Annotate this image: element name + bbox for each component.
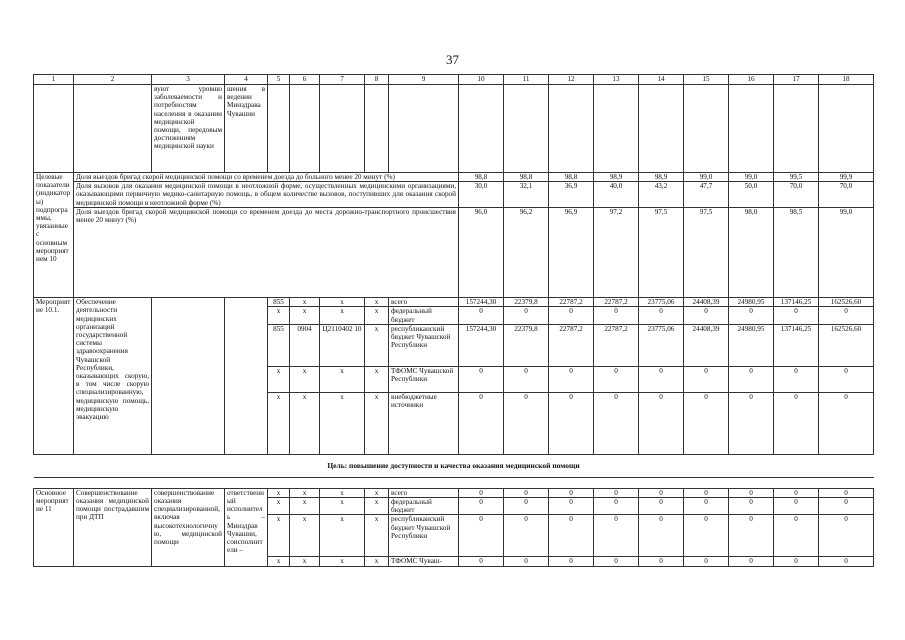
funding-value: 0: [729, 366, 774, 392]
funding-value: 0: [774, 557, 819, 567]
funding-value: 162526,60: [819, 324, 874, 366]
funding-value: 0: [459, 498, 504, 515]
budget-code: x: [320, 298, 365, 307]
funding-value: 0: [684, 498, 729, 515]
budget-code: x: [268, 392, 290, 454]
col-num: 3: [152, 75, 225, 85]
funding-value: 0: [594, 498, 639, 515]
indicator-value: 97,2: [594, 208, 639, 298]
col-num: 13: [594, 75, 639, 85]
funding-value: 0: [594, 515, 639, 557]
indicator-value: 96,2: [504, 208, 549, 298]
indicator-value: 47,7: [684, 182, 729, 208]
col-num: 12: [549, 75, 594, 85]
indicator-value: 99,0: [729, 173, 774, 182]
target-indicator-row: [34, 208, 874, 298]
funding-value: 0: [639, 498, 684, 515]
funding-value: 0: [819, 488, 874, 497]
funding-value: 0: [684, 392, 729, 454]
budget-code: x: [320, 366, 365, 392]
budget-code: x: [365, 298, 389, 307]
funding-value: 0: [684, 488, 729, 497]
indicator-value: 50,0: [729, 182, 774, 208]
funding-value: 0: [639, 557, 684, 567]
goal-heading: Цель: повышение доступности и качества оказания медицинской помощи: [34, 454, 874, 477]
funding-value: 0: [459, 515, 504, 557]
continued-responsible: шения в ведении Минздрава Чувашии: [225, 85, 268, 173]
budget-code: x: [365, 498, 389, 515]
col-num: 7: [320, 75, 365, 85]
col-num: 16: [729, 75, 774, 85]
col-num: 15: [684, 75, 729, 85]
indicator-value: 96,9: [549, 208, 594, 298]
indicator-text: Доля выездов бригад скорой медицинской помощи со временем доезда до места дорожно-транспортного происшествия менее 20 минут (%): [74, 208, 459, 298]
col-num: 2: [74, 75, 152, 85]
funding-value: 22787,2: [549, 298, 594, 307]
measure-description: совершенствование оказания специализированной, включая высокотехнологичную, медицинской помощи: [152, 488, 225, 567]
measure-col4: [225, 298, 268, 455]
funding-value: 0: [774, 307, 819, 324]
funding-value: 0: [684, 557, 729, 567]
budget-code: x: [268, 498, 290, 515]
responsible-executor: ответственный исполнитель – Минздрав Чувашии, соисполнители –: [225, 488, 268, 567]
funding-source: всего: [389, 298, 459, 307]
funding-value: 0: [639, 307, 684, 324]
indicator-value: 97,5: [639, 208, 684, 298]
funding-value: 0: [594, 557, 639, 567]
budget-code: 855: [268, 324, 290, 366]
indicator-value: 98,0: [729, 208, 774, 298]
program-table: [33, 74, 874, 567]
funding-value: 0: [729, 498, 774, 515]
funding-value: 0: [594, 392, 639, 454]
indicator-value: 98,9: [594, 173, 639, 182]
funding-value: 137146,25: [774, 324, 819, 366]
budget-code: 855: [268, 298, 290, 307]
funding-value: 0: [774, 488, 819, 497]
funding-value: 0: [504, 366, 549, 392]
indicator-value: 98,8: [504, 173, 549, 182]
funding-value: 0: [504, 392, 549, 454]
funding-value: 0: [549, 515, 594, 557]
budget-code: x: [365, 307, 389, 324]
funding-value: 137146,25: [774, 298, 819, 307]
budget-code: x: [365, 488, 389, 497]
funding-value: 0: [729, 488, 774, 497]
funding-value: 0: [729, 307, 774, 324]
funding-value: 0: [504, 498, 549, 515]
indicator-value: 98,5: [774, 208, 819, 298]
budget-code: x: [290, 298, 320, 307]
funding-value: 0: [594, 307, 639, 324]
funding-value: 0: [684, 515, 729, 557]
indicator-value: 99,5: [774, 173, 819, 182]
measure-name: Обеспечение деятельности медицинских организаций государственной системы здравоохранения Чувашской Республики, оказывающих скорую, в том числе скорую специализированную, медицинскую помощь, медицинскую эвакуацию: [74, 298, 152, 455]
budget-code: x: [320, 392, 365, 454]
col-num: 18: [819, 75, 874, 85]
budget-code: 0904: [290, 324, 320, 366]
funding-value: 0: [819, 392, 874, 454]
spacer-row: [34, 477, 874, 488]
funding-value: 0: [819, 366, 874, 392]
funding-value: 0: [819, 498, 874, 515]
funding-value: 0: [684, 307, 729, 324]
col-num: 8: [365, 75, 389, 85]
budget-code: x: [290, 307, 320, 324]
budget-code: x: [268, 366, 290, 392]
funding-value: 23775,06: [639, 324, 684, 366]
funding-value: 0: [504, 515, 549, 557]
funding-value: 157244,30: [459, 298, 504, 307]
col-num: 11: [504, 75, 549, 85]
budget-code: x: [290, 366, 320, 392]
indicator-value: 99,9: [819, 173, 874, 182]
column-number-row: [34, 75, 874, 85]
funding-value: 0: [549, 392, 594, 454]
budget-code: x: [365, 557, 389, 567]
funding-source: федеральный бюджет: [389, 498, 459, 515]
measure-col3: [152, 298, 225, 455]
budget-code: x: [320, 307, 365, 324]
funding-source: ТФОМС Чуваш-: [389, 557, 459, 567]
funding-value: 0: [639, 488, 684, 497]
col-num: 10: [459, 75, 504, 85]
funding-value: 0: [459, 488, 504, 497]
budget-code: x: [268, 488, 290, 497]
spacer: [34, 477, 874, 488]
indicator-text: Доля вызовов для оказания медицинской помощи в неотложной форме, осуществленных медицинскими организациями, оказывающими первичную медико-санитарную помощь, в общем количестве вызовов, поступивших для оказания скорой медицинской помощи в неотложной форме (%): [74, 182, 459, 208]
col-num: 1: [34, 75, 74, 85]
col-num: 14: [639, 75, 684, 85]
funding-value: 0: [819, 557, 874, 567]
funding-source: республиканский бюджет Чувашской Республики: [389, 515, 459, 557]
col-num: 4: [225, 75, 268, 85]
funding-value: 0: [774, 498, 819, 515]
measure-label: Основное мероприятие 11: [34, 488, 74, 567]
funding-value: 0: [504, 307, 549, 324]
funding-value: 24980,95: [729, 324, 774, 366]
budget-code: x: [365, 392, 389, 454]
funding-value: 22379,8: [504, 324, 549, 366]
budget-code: x: [320, 515, 365, 557]
measure-name: Совершенствование оказания медицинской помощи пострадавшим при ДТП: [74, 488, 152, 567]
budget-code: x: [290, 515, 320, 557]
funding-value: 0: [504, 488, 549, 497]
budget-code: x: [268, 307, 290, 324]
funding-value: 0: [639, 366, 684, 392]
funding-value: 23775,06: [639, 298, 684, 307]
indicator-value: 70,0: [774, 182, 819, 208]
funding-value: 157244,30: [459, 324, 504, 366]
continuation-row: [34, 85, 874, 173]
indicator-value: 99,0: [684, 173, 729, 182]
funding-value: 0: [549, 498, 594, 515]
targets-label: Целевые показатели (индикаторы) подпрограммы, увязанные с основным мероприятием 10: [34, 173, 74, 298]
funding-value: 0: [729, 392, 774, 454]
col-num: 6: [290, 75, 320, 85]
budget-code: x: [268, 557, 290, 567]
measure-label: Мероприятие 10.1.: [34, 298, 74, 455]
col-num: 9: [389, 75, 459, 85]
indicator-value: 98,9: [639, 173, 684, 182]
measure-10-1-row: [34, 298, 874, 307]
funding-value: 162526,60: [819, 298, 874, 307]
funding-value: 0: [549, 366, 594, 392]
target-indicator-row: [34, 182, 874, 208]
funding-value: 0: [729, 557, 774, 567]
measure-11-row: [34, 488, 874, 497]
col-num: 17: [774, 75, 819, 85]
budget-code: x: [320, 488, 365, 497]
budget-code: x: [365, 515, 389, 557]
budget-code: x: [290, 498, 320, 515]
col-num: 5: [268, 75, 290, 85]
indicator-value: 36,9: [549, 182, 594, 208]
funding-value: 0: [504, 557, 549, 567]
funding-value: 24980,95: [729, 298, 774, 307]
funding-value: 0: [819, 515, 874, 557]
funding-source: всего: [389, 488, 459, 497]
funding-value: 0: [639, 392, 684, 454]
funding-value: 24408,39: [684, 324, 729, 366]
funding-value: 0: [774, 392, 819, 454]
indicator-value: 98,8: [459, 173, 504, 182]
indicator-value: 98,8: [549, 173, 594, 182]
indicator-value: 97,5: [684, 208, 729, 298]
funding-value: 0: [684, 366, 729, 392]
funding-value: 22787,2: [594, 298, 639, 307]
budget-code: x: [365, 324, 389, 366]
funding-value: 0: [729, 515, 774, 557]
budget-code: x: [320, 498, 365, 515]
funding-value: 24408,39: [684, 298, 729, 307]
indicator-value: 30,0: [459, 182, 504, 208]
funding-value: 22379,8: [504, 298, 549, 307]
budget-code: x: [290, 557, 320, 567]
page-number: 37: [446, 52, 459, 67]
indicator-value: 70,0: [819, 182, 874, 208]
funding-value: 22787,2: [594, 324, 639, 366]
funding-source: ТФОМС Чувашской Республики: [389, 366, 459, 392]
indicator-value: 43,2: [639, 182, 684, 208]
budget-code: x: [290, 392, 320, 454]
funding-value: 0: [549, 488, 594, 497]
indicator-value: 96,0: [459, 208, 504, 298]
funding-value: 0: [549, 557, 594, 567]
funding-source: федеральный бюджет: [389, 307, 459, 324]
indicator-text: Доля выездов бригад скорой медицинской помощи со временем доезда до больного менее 20 минут (%): [74, 173, 459, 182]
funding-value: 0: [459, 307, 504, 324]
funding-value: 0: [549, 307, 594, 324]
funding-source: внебюджетные источники: [389, 392, 459, 454]
goal-row: [34, 454, 874, 477]
funding-value: 0: [594, 488, 639, 497]
funding-value: 0: [459, 392, 504, 454]
funding-value: 0: [774, 515, 819, 557]
target-indicator-row: [34, 173, 874, 182]
indicator-value: 40,0: [594, 182, 639, 208]
budget-code: x: [268, 515, 290, 557]
budget-code: x: [290, 488, 320, 497]
indicator-value: 32,1: [504, 182, 549, 208]
funding-value: 0: [774, 366, 819, 392]
continued-description: вуют уровню заболеваемости и потребностям населения в оказании медицинской помощи, передовым достижениям медицинской науки: [152, 85, 225, 173]
budget-code: x: [320, 557, 365, 567]
funding-value: 0: [459, 366, 504, 392]
budget-code: Ц2110402 10: [320, 324, 365, 366]
indicator-value: 99,0: [819, 208, 874, 298]
budget-code: x: [365, 366, 389, 392]
funding-value: 22787,2: [549, 324, 594, 366]
funding-value: 0: [819, 307, 874, 324]
funding-value: 0: [594, 366, 639, 392]
funding-value: 0: [459, 557, 504, 567]
funding-value: 0: [639, 515, 684, 557]
funding-source: республиканский бюджет Чувашской Республики: [389, 324, 459, 366]
